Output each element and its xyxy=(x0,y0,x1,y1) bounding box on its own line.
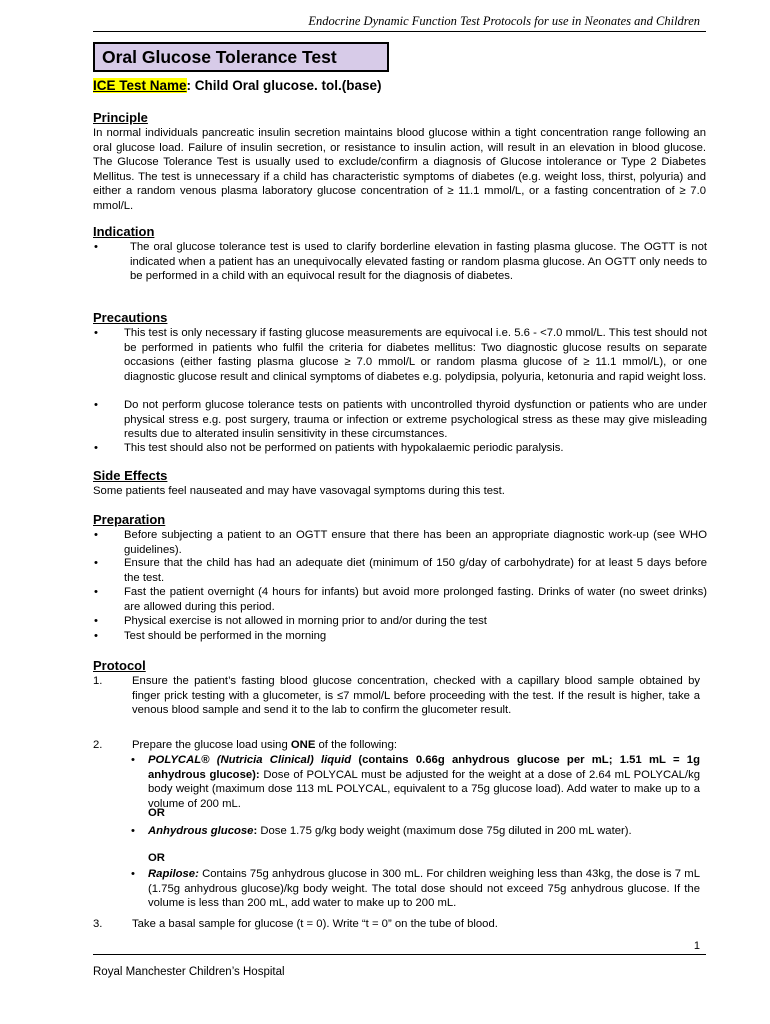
or-separator: OR xyxy=(148,852,165,864)
or-separator: OR xyxy=(148,807,165,819)
preparation-heading: Preparation xyxy=(93,512,166,527)
side-effects-heading: Side Effects xyxy=(93,468,168,483)
preparation-item: Fast the patient overnight (4 hours for infants) but avoid more prolonged fasting. Drinks of water (no sweet drinks) are allowed during this period. xyxy=(124,586,707,613)
ice-test-name-label: ICE Test Name xyxy=(93,78,187,93)
protocol-step-2-intro xyxy=(132,738,700,753)
preparation-item: Physical exercise is not allowed in morning prior to and/or during the test xyxy=(124,615,487,627)
ice-test-name xyxy=(93,78,382,93)
bullet-icon: • xyxy=(94,529,98,541)
bullet-icon: • xyxy=(94,630,98,642)
option-text: Dose 1.75 g/kg body weight (maximum dose 75g diluted in 200 mL water). xyxy=(257,825,632,837)
option-name: Anhydrous glucose xyxy=(148,825,254,837)
principle-heading: Principle xyxy=(93,110,148,125)
option-name: POLYCAL® (Nutricia Clinical) liquid xyxy=(148,754,352,766)
preparation-item: Test should be performed in the morning xyxy=(124,630,327,642)
bullet-icon: • xyxy=(94,241,98,253)
precaution-item: Do not perform glucose tolerance tests on patients with uncontrolled thyroid dysfunction or patients who are under physical stress e.g. post surgery, trauma or infection or extreme psychological stress as these may give misleading results due to alterated insulin sensitivity in these circumstances. xyxy=(124,399,707,441)
protocol-step-3: Take a basal sample for glucose (t = 0). Write “t = 0” on the tube of blood. xyxy=(132,918,498,930)
step-number: 3. xyxy=(93,918,103,930)
bullet-icon: • xyxy=(94,327,98,339)
step-2-intro-post: of the following: xyxy=(315,739,398,751)
bullet-icon: • xyxy=(131,825,135,837)
page-title: Oral Glucose Tolerance Test xyxy=(93,42,389,72)
option-bold: (contains 0.66g anhydrous glucose per mL; 1.51 mL = 1g anhydrous glucose): xyxy=(148,754,700,781)
bullet-icon: • xyxy=(94,399,98,411)
bullet-icon: • xyxy=(131,754,135,766)
running-header: Endocrine Dynamic Function Test Protocols for use in Neonates and Children xyxy=(308,14,700,28)
footer-institution: Royal Manchester Children’s Hospital xyxy=(93,966,285,978)
step-2-intro-pre: Prepare the glucose load using xyxy=(132,739,291,751)
header-rule xyxy=(93,31,706,32)
indication-heading: Indication xyxy=(93,224,155,239)
bullet-icon: • xyxy=(94,586,98,598)
option-name: Rapilose: xyxy=(148,868,199,880)
option-bold: : xyxy=(253,825,258,837)
glucose-option-polycal xyxy=(148,753,700,811)
precaution-item: This test should also not be performed on patients with hypokalaemic periodic paralysis. xyxy=(124,442,564,454)
step-2-intro-bold: ONE xyxy=(290,739,316,751)
glucose-option-rapilose xyxy=(148,867,700,911)
step-number: 2. xyxy=(93,739,103,751)
glucose-option-anhydrous xyxy=(148,824,700,839)
page-number: 1 xyxy=(693,940,700,952)
preparation-item: Ensure that the child has had an adequate diet (minimum of 150 g/day of carbohydrate) for at least 5 days before the test. xyxy=(124,557,707,584)
ice-test-name-value: : Child Oral glucose. tol.(base) xyxy=(186,78,382,93)
step-number: 1. xyxy=(93,675,103,687)
side-effects-text: Some patients feel nauseated and may have vasovagal symptoms during this test. xyxy=(93,485,505,497)
protocol-step-1: Ensure the patient’s fasting blood glucose concentration, checked with a capillary blood sample obtained by finger prick testing with a glucometer, is ≤7 mmol/L before proceeding with the test. If the result is higher, take a venous blood sample and send it to the lab to confirm the glucometer result. xyxy=(132,675,700,717)
option-text: Contains 75g anhydrous glucose in 300 mL. For children weighing less than 43kg, the dose is 7 mL (1.75g anhydrous glucose)/kg body weight. The total dose should not exceed 75g anhydrous glucose. If the volume is less than 200 mL, add water to make up to 200 mL. xyxy=(148,868,700,910)
bullet-icon: • xyxy=(131,868,135,880)
preparation-item: Before subjecting a patient to an OGTT ensure that there has been an appropriate diagnostic work-up (see WHO guidelines). xyxy=(124,529,707,556)
bullet-icon: • xyxy=(94,557,98,569)
protocol-heading: Protocol xyxy=(93,658,146,673)
precautions-heading: Precautions xyxy=(93,310,168,325)
option-text: Dose of POLYCAL must be adjusted for the weight at a dose of 2.64 mL POLYCAL/kg body weight (maximum dose 113 mL POLYCAL, equivalent to a 75g glucose load). Add water to make up to a volume of 200 mL. xyxy=(148,768,700,810)
footer-rule xyxy=(93,954,706,955)
indication-item: The oral glucose tolerance test is used to clarify borderline elevation in fasting plasma glucose. The OGTT is not indicated when a patient has an unequivocally elevated fasting or random plasma glucose. An OGTT only needs to be performed in a child with an equivocal result for the diagnosis of diabetes. xyxy=(130,241,707,283)
bullet-icon: • xyxy=(94,615,98,627)
precaution-item: This test is only necessary if fasting glucose measurements are equivocal i.e. 5.6 - <7.0 mmol/L. This test should not be performed in patients who fulfil the criteria for diabetes mellitus: Two diagnostic glucose results on separate occasions (either fasting plasma glucose ≥ 7.0 mmol/L or random plasma glucose of ≥ 11.1 mmol/L), or one diagnostic glucose result and clinical symptoms of diabetes e.g. polydipsia, polyuria, ketonuria and rapid weight loss. xyxy=(124,327,707,383)
principle-text: In normal individuals pancreatic insulin secretion maintains blood glucose within a tight concentration range following an oral glucose load. Failure of insulin secretion, or resistance to insulin action, will result in an elevation in blood glucose. The Glucose Tolerance Test is usually used to exclude/confirm a diagnosis of Glucose intolerance or Type 2 Diabetes Mellitus. The test is unnecessary if a child has characteristic symptoms of diabetes (e.g. weight loss, thirst, polyuria) and either a random venous plasma laboratory glucose concentration of ≥ 11.1 mmol/L, or a fasting concentration of ≥ 7.0 mmol/L. xyxy=(93,127,706,212)
bullet-icon: • xyxy=(94,442,98,454)
